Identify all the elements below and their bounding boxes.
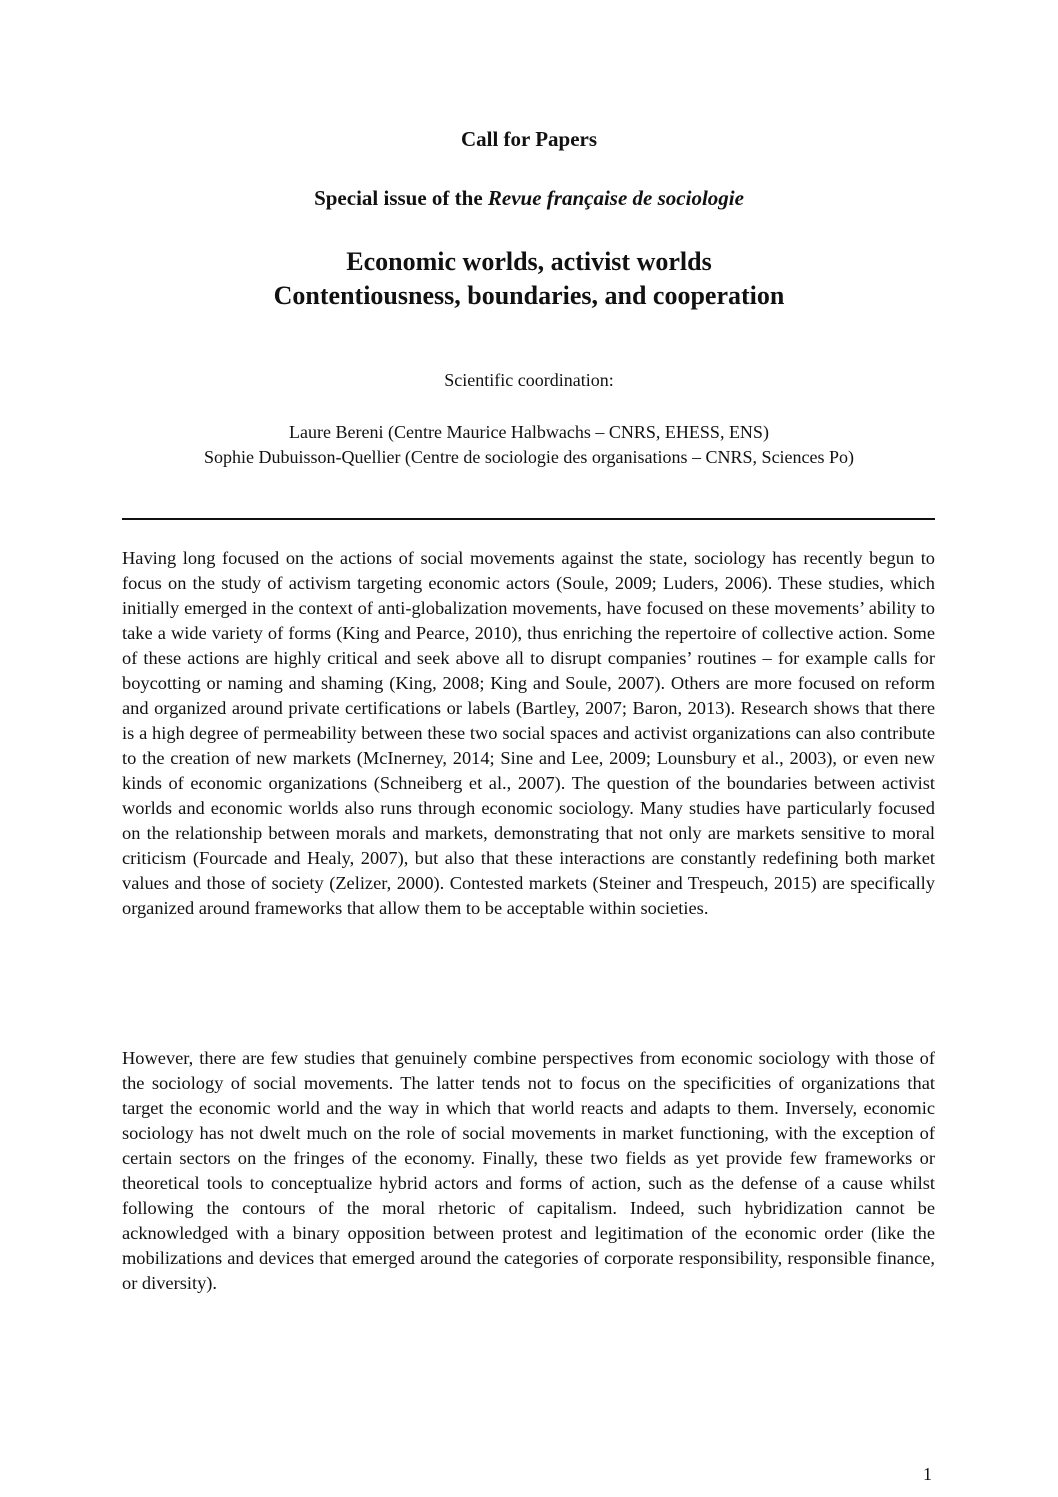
coordination-label: Scientific coordination: (444, 370, 614, 390)
journal-name: Revue française de sociologie (487, 186, 744, 210)
page-number: 1 (923, 1464, 932, 1484)
call-heading: Call for Papers (460, 127, 598, 151)
special-issue-prefix: Special issue of the (314, 186, 488, 210)
special-issue-heading (0, 186, 1058, 211)
issue-title-line-1: Economic worlds, activist worlds (346, 247, 712, 276)
separator-rule (122, 518, 935, 520)
body-paragraph-2: However, there are few studies that genuinely combine perspectives from economic sociology with those of the sociology of social movements. The latter tends not to focus on the specificities of organizations that target the economic world and the way in which that world reacts and adapts to them. Inversely, economic sociology has not dwelt much on the role of social movements in market functioning, with the exception of certain sectors on the fringes of the economy. Finally, these two fields as yet provide few frameworks or theoretical tools to conceptualize hybrid actors and forms of action, such as the defense of a cause whilst following the contours of the moral rhetoric of capitalism. Indeed, such hybridization cannot be acknowledged with a binary opposition between protest and legitimation of the economic order (like the mobilizations and devices that emerged around the categories of corporate responsibility, responsible finance, or diversity). (122, 1048, 935, 1293)
coordinator-2: Sophie Dubuisson-Quellier (Centre de sociologie des organisations – CNRS, Sciences Po) (203, 447, 855, 467)
coordinator-1: Laure Bereni (Centre Maurice Halbwachs – CNRS, EHESS, ENS) (289, 422, 769, 442)
coordinators-list (0, 420, 1058, 470)
issue-title-line-2: Contentiousness, boundaries, and cooperation (273, 281, 785, 310)
body-paragraph-1: Having long focused on the actions of social movements against the state, sociology has recently begun to focus on the study of activism targeting economic actors (Soule, 2009; Luders, 2006). These studies, which initially emerged in the context of anti-globalization movements, have focused on these movements’ ability to take a wide variety of forms (King and Pearce, 2010), thus enriching the repertoire of collective action. Some of these actions are highly critical and seek above all to disrupt companies’ routines – for example calls for boycotting or naming and shaming (King, 2008; King and Soule, 2007). Others are more focused on reform and organized around private certifications or labels (Bartley, 2007; Baron, 2013). Research shows that there is a high degree of permeability between these two social spaces and activist organizations can also contribute to the creation of new markets (McInerney, 2014; Sine and Lee, 2009; Lounsbury et al., 2003), or even new kinds of economic organizations (Schneiberg et al., 2007). The question of the boundaries between activist worlds and economic worlds also runs through economic sociology. Many studies have particularly focused on the relationship between morals and markets, demonstrating that not only are markets sensitive to moral criticism (Fourcade and Healy, 2007), but also that these interactions are constantly redefining both market values and those of society (Zelizer, 2000). Contested markets (Steiner and Trespeuch, 2015) are specifically organized around frameworks that allow them to be acceptable within societies. (122, 548, 935, 918)
issue-title (0, 245, 1058, 313)
